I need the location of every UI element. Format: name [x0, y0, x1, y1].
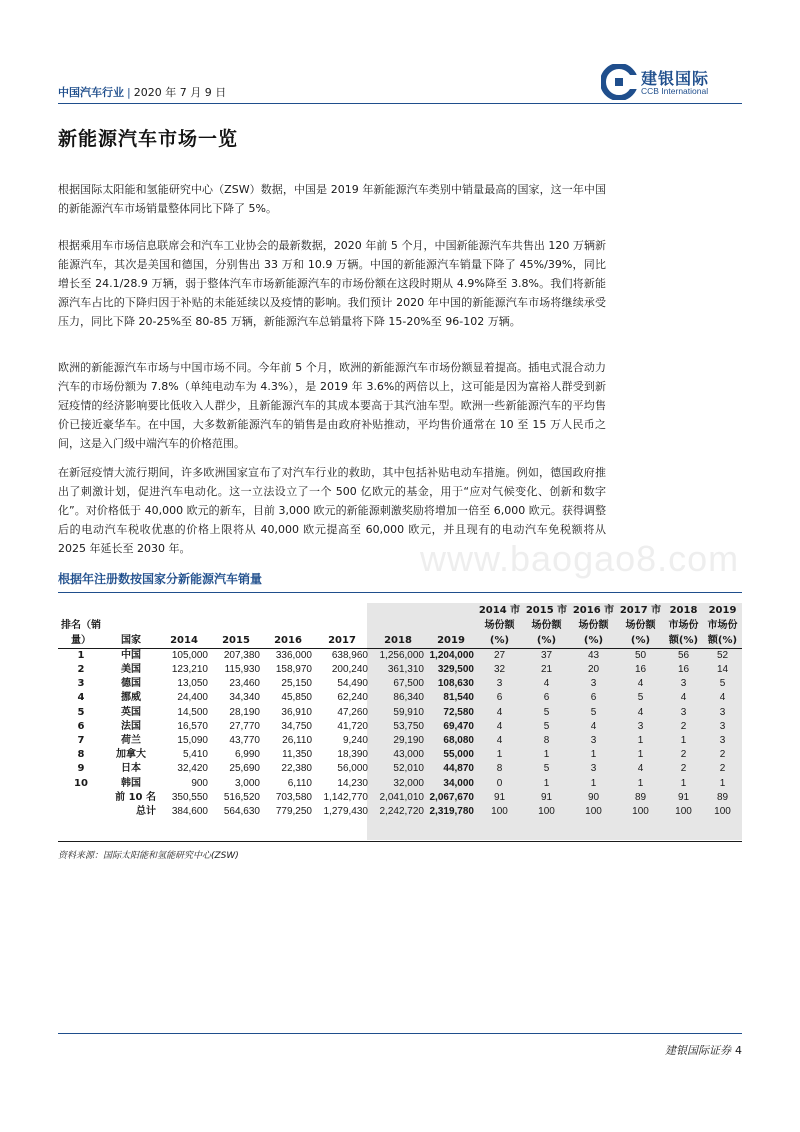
cell-rank [58, 791, 104, 805]
cell-v2015: 6,990 [234, 749, 260, 761]
cell-v2016: 11,350 [282, 749, 312, 761]
paragraph-2: 根据乘用车市场信息联席会和汽车工业协会的最新数据，2020 年前 5 个月，中国新能源汽车共售出 120 万辆新能源汽车，其次是美国和德国，分别售出 33 万和 10.9 万辆。中国的新能源汽车销量下降了 45%/39%，同比增长至 24.1/28.9 万辆，弱于整体汽车市场新能源汽车的市场份额在这段时期从 4.9%降至 3.8%。我们将新能源汽车占比的下降归因于补贴的未能延续以及疫情的影响。我们预计 2020 年中国的新能源汽车市场将继续承受压力，同比下降 20-25%至 80-85 万辆，新能源汽车总销量将下降 15-20%至 96-102 万辆。 [58, 239, 606, 328]
table-row [58, 805, 742, 819]
header-share-2017: 2017 市场份额(%) [619, 605, 662, 646]
cell-v2015: 43,770 [229, 735, 260, 747]
table-row [58, 706, 742, 720]
cell-v2017: 200,240 [331, 664, 368, 676]
cell-rank: 1 [77, 650, 85, 661]
cell-s2014: 3 [496, 678, 503, 690]
cell-v2018: 86,340 [393, 692, 424, 704]
cell-rank: 2 [77, 664, 85, 676]
cell-v2017: 1,279,430 [323, 805, 368, 817]
cell-s2017: 100 [632, 805, 649, 817]
cell-s2014: 27 [493, 650, 506, 661]
cell-v2019: 329,500 [437, 664, 474, 676]
cell-s2015: 21 [540, 664, 553, 676]
cell-s2017: 1 [637, 735, 644, 747]
header-2016: 2016 [274, 635, 302, 646]
cell-v2019: 81,540 [443, 692, 474, 704]
paragraph-4: 在新冠疫情大流行期间，许多欧洲国家宣布了对汽车行业的救助，其中包括补贴电动车措施。例如，德国政府推出了刺激计划，促进汽车电动化。这一立法设立了一个 500 亿欧元的基金，用于“应对气候变化、创新和数字化”。对价格低于 40,000 欧元的新车，目前 3,000 欧元的新能源刺激奖励将增加一倍至 6,000 欧元。获得调整后的电动汽车税收优惠的价格上限将从 40,000 欧元提高至 60,000 欧元，并且现有的电动汽车免税额将从 2025 年延长至 2030 年。 [58, 466, 606, 555]
cell-s2015: 4 [543, 678, 550, 690]
cell-s2019: 3 [719, 735, 726, 747]
cell-v2014: 13,050 [177, 678, 208, 690]
cell-s2014: 4 [496, 735, 503, 747]
cell-s2019: 3 [719, 720, 726, 732]
cell-v2019: 68,080 [443, 735, 474, 747]
cell-v2014: 14,500 [177, 706, 208, 718]
cell-v2018: 43,000 [393, 749, 424, 761]
cell-s2018: 4 [680, 692, 687, 704]
cell-v2018: 59,910 [393, 706, 424, 718]
cell-v2015: 34,340 [229, 692, 260, 704]
cell-s2019: 5 [719, 678, 726, 690]
cell-s2016: 90 [587, 791, 600, 803]
cell-s2015: 6 [543, 692, 550, 704]
cell-v2017: 41,720 [337, 720, 368, 732]
cell-rank: 9 [77, 763, 85, 775]
cell-s2016: 3 [590, 735, 597, 747]
cell-v2015: 564,630 [223, 805, 260, 817]
paragraph-3: 欧洲的新能源汽车市场与中国市场不同。今年前 5 个月，欧洲的新能源汽车市场份额显着提高。插电式混合动力汽车的市场份额为 7.8%（单纯电动车为 4.3%），是 2019 年 3.6%的两倍以上，这可能是因为富裕人群受到新冠疫情的经济影响要比低收入人群少，且新能源汽车的其成本要高于其汽油车型。欧洲一些新能源汽车的平均售价已接近豪华车。在中国，大多数新能源汽车的销售是由政府补贴推动，平均售价通常在 10 至 15 万人民币之间，这是入门级中端汽车的价格范围。 [58, 361, 606, 450]
paragraph-1: 根据国际太阳能和氢能研究中心（ZSW）数据，中国是 2019 年新能源汽车类别中销量最高的国家，这一年中国的新能源汽车市场销量整体同比下降了 5%。 [58, 183, 606, 215]
cell-v2018: 2,242,720 [379, 805, 424, 817]
cell-country: 日本 [121, 763, 141, 775]
cell-v2014: 16,570 [177, 720, 208, 732]
table-top-divider [58, 592, 742, 593]
cell-s2018: 2 [680, 749, 687, 761]
cell-v2014: 32,420 [177, 763, 208, 775]
cell-country: 中国 [121, 650, 141, 661]
table-row [58, 734, 742, 748]
cell-s2014: 4 [496, 720, 503, 732]
cell-s2019: 100 [714, 805, 731, 817]
cell-v2014: 5,410 [182, 749, 208, 761]
page-title: 新能源汽车市场一览 [58, 128, 239, 150]
cell-v2015: 115,930 [224, 664, 260, 676]
cell-v2016: 36,910 [281, 706, 312, 718]
table-row [58, 663, 742, 677]
cell-s2017: 16 [634, 664, 647, 676]
header-2014: 2014 [170, 635, 198, 646]
cell-country: 前 10 名 [115, 791, 156, 803]
sector-label: 中国汽车行业 [58, 86, 124, 99]
cell-s2018: 16 [677, 664, 690, 676]
cell-s2019: 2 [719, 763, 726, 775]
ccb-logo-icon [601, 64, 637, 100]
cell-v2019: 2,067,670 [429, 791, 474, 803]
cell-s2016: 3 [590, 763, 597, 775]
cell-rank: 4 [77, 692, 85, 704]
cell-v2014: 105,000 [171, 650, 208, 661]
cell-rank: 8 [77, 749, 85, 761]
header-2019: 2019 [437, 635, 465, 646]
cell-s2015: 100 [538, 805, 555, 817]
cell-v2016: 25,150 [281, 678, 312, 690]
header-share-2015: 2015 市场份额(%) [525, 605, 568, 646]
header-country: 国家 [121, 635, 141, 646]
cell-s2015: 5 [543, 706, 550, 718]
cell-v2016: 158,970 [275, 664, 312, 676]
cell-s2017: 5 [637, 692, 644, 704]
header-2018: 2018 [384, 635, 412, 646]
cell-s2019: 1 [719, 777, 726, 789]
cell-v2014: 123,210 [171, 664, 208, 676]
page-footer [665, 1042, 742, 1058]
cell-v2018: 53,750 [393, 720, 424, 732]
cell-rank: 5 [77, 706, 85, 718]
cell-s2018: 2 [680, 720, 687, 732]
header-share-2019: 2019 市场份额(%) [707, 605, 738, 646]
cell-v2016: 45,850 [281, 692, 312, 704]
cell-country: 加拿大 [116, 749, 146, 761]
cell-v2015: 23,460 [229, 678, 260, 690]
cell-v2019: 108,630 [437, 678, 474, 690]
cell-s2016: 4 [590, 720, 597, 732]
cell-v2015: 27,770 [229, 720, 260, 732]
cell-s2017: 1 [637, 749, 644, 761]
cell-s2018: 1 [680, 777, 687, 789]
cell-v2016: 6,110 [287, 777, 312, 789]
cell-v2014: 384,600 [171, 805, 208, 817]
cell-s2014: 0 [496, 777, 503, 789]
cell-s2018: 2 [680, 763, 687, 775]
table-bottom-divider [58, 841, 742, 842]
cell-v2018: 2,041,010 [379, 791, 424, 803]
cell-v2014: 24,400 [177, 692, 208, 704]
cell-v2016: 34,750 [281, 720, 312, 732]
cell-v2019: 69,470 [443, 720, 474, 732]
cell-s2019: 3 [719, 706, 726, 718]
cell-v2014: 900 [191, 777, 208, 789]
cell-s2016: 1 [590, 777, 597, 789]
cell-s2016: 43 [587, 650, 600, 661]
cell-rank: 7 [77, 735, 85, 747]
cell-rank: 3 [77, 678, 85, 690]
cell-v2018: 32,000 [393, 777, 424, 789]
cell-v2016: 336,000 [275, 650, 312, 661]
cell-s2015: 1 [543, 749, 550, 761]
cell-s2014: 91 [493, 791, 506, 803]
cell-v2017: 18,390 [337, 749, 368, 761]
table-row [58, 649, 742, 664]
logo-name-en: CCB International [641, 86, 709, 96]
cell-s2019: 52 [716, 650, 729, 661]
cell-country: 挪威 [121, 692, 141, 704]
cell-v2019: 34,000 [443, 777, 474, 789]
cell-s2016: 1 [590, 749, 597, 761]
cell-s2015: 5 [543, 720, 550, 732]
footer-divider [58, 1033, 742, 1034]
header-share-2018: 2018 市场份额(%) [668, 605, 699, 646]
cell-v2019: 44,870 [443, 763, 474, 775]
cell-v2019: 2,319,780 [429, 805, 474, 817]
cell-v2015: 25,690 [229, 763, 260, 775]
header-rank: 排名（销量） [61, 620, 101, 646]
cell-country: 总计 [136, 805, 156, 817]
logo-name-cn: 建银国际 [641, 69, 710, 88]
cell-s2016: 20 [587, 664, 600, 676]
cell-v2015: 3,000 [234, 777, 260, 789]
cell-v2017: 54,490 [337, 678, 368, 690]
cell-v2019: 1,204,000 [429, 650, 474, 661]
cell-country: 韩国 [121, 777, 141, 789]
cell-s2017: 1 [637, 777, 644, 789]
header-2015: 2015 [222, 635, 250, 646]
cell-s2018: 3 [680, 678, 687, 690]
cell-v2019: 72,580 [443, 706, 474, 718]
cell-v2018: 361,310 [387, 664, 424, 676]
cell-s2014: 1 [496, 749, 503, 761]
cell-v2019: 55,000 [443, 749, 474, 761]
table-header-row [58, 603, 742, 649]
cell-s2014: 6 [496, 692, 503, 704]
cell-s2017: 4 [637, 706, 644, 718]
page-number: 4 [735, 1044, 742, 1057]
cell-v2018: 1,256,000 [379, 650, 424, 661]
cell-v2018: 29,190 [393, 735, 424, 747]
cell-s2015: 1 [543, 777, 550, 789]
cell-country: 荷兰 [121, 735, 141, 747]
cell-v2017: 62,240 [337, 692, 368, 704]
cell-s2018: 1 [680, 735, 687, 747]
cell-s2019: 4 [719, 692, 726, 704]
cell-v2017: 47,260 [337, 706, 368, 718]
cell-v2017: 1,142,770 [323, 791, 368, 803]
cell-s2019: 2 [719, 749, 726, 761]
table-row [58, 762, 742, 776]
cell-v2016: 779,250 [275, 805, 312, 817]
cell-country: 美国 [121, 664, 141, 676]
cell-s2018: 3 [680, 706, 687, 718]
cell-v2017: 56,000 [337, 763, 368, 775]
company-logo [601, 64, 743, 100]
cell-s2016: 5 [590, 706, 597, 718]
cell-s2016: 100 [585, 805, 602, 817]
cell-rank [58, 805, 104, 819]
cell-v2015: 207,380 [223, 650, 260, 661]
table-title: 根据年注册数按国家分新能源汽车销量 [58, 572, 263, 586]
cell-rank: 10 [74, 777, 88, 789]
cell-v2016: 703,580 [275, 791, 312, 803]
header-divider [58, 103, 742, 104]
cell-s2014: 8 [496, 763, 503, 775]
ev-sales-table [58, 603, 742, 819]
table-row [58, 720, 742, 734]
header-2017: 2017 [328, 635, 356, 646]
table-row [58, 777, 742, 791]
cell-v2015: 516,520 [223, 791, 260, 803]
cell-s2018: 100 [675, 805, 692, 817]
cell-s2015: 37 [540, 650, 553, 661]
table-source: 资料来源：国际太阳能和氢能研究中心(ZSW) [58, 851, 239, 861]
cell-s2014: 4 [496, 706, 503, 718]
cell-s2018: 56 [677, 650, 690, 661]
cell-v2016: 22,380 [281, 763, 312, 775]
table-row [58, 677, 742, 691]
table-row [58, 791, 742, 805]
report-header [58, 84, 226, 100]
cell-s2019: 89 [716, 791, 729, 803]
cell-v2017: 14,230 [337, 777, 368, 789]
cell-v2014: 15,090 [177, 735, 208, 747]
cell-s2017: 89 [634, 791, 647, 803]
cell-country: 法国 [121, 720, 141, 732]
cell-s2014: 32 [493, 664, 506, 676]
cell-v2017: 9,240 [342, 735, 368, 747]
cell-country: 德国 [121, 678, 141, 690]
cell-s2015: 8 [543, 735, 550, 747]
cell-v2018: 52,010 [393, 763, 424, 775]
cell-s2017: 50 [634, 650, 647, 661]
cell-s2015: 5 [543, 763, 550, 775]
footer-company: 建银国际证券 [665, 1044, 731, 1057]
cell-s2016: 6 [590, 692, 597, 704]
cell-v2015: 28,190 [229, 706, 260, 718]
report-date: 2020 年 7 月 9 日 [133, 86, 227, 99]
cell-s2017: 4 [637, 763, 644, 775]
cell-v2017: 638,960 [331, 650, 368, 661]
cell-rank: 6 [77, 720, 85, 732]
cell-v2014: 350,550 [171, 791, 208, 803]
table-row [58, 748, 742, 762]
cell-s2014: 100 [491, 805, 508, 817]
header-share-2014: 2014 市场份额(%) [478, 605, 521, 646]
cell-s2018: 91 [677, 791, 690, 803]
cell-s2017: 4 [637, 678, 644, 690]
header-separator: | [127, 86, 131, 99]
watermark: www.baogao8.com [420, 538, 740, 579]
cell-s2015: 91 [540, 791, 553, 803]
cell-v2018: 67,500 [393, 678, 424, 690]
header-share-2016: 2016 市场份额(%) [572, 605, 615, 646]
cell-s2016: 3 [590, 678, 597, 690]
cell-s2017: 3 [637, 720, 644, 732]
cell-v2016: 26,110 [282, 735, 312, 747]
cell-country: 英国 [121, 706, 141, 718]
cell-s2019: 14 [716, 664, 729, 676]
table-row [58, 691, 742, 705]
